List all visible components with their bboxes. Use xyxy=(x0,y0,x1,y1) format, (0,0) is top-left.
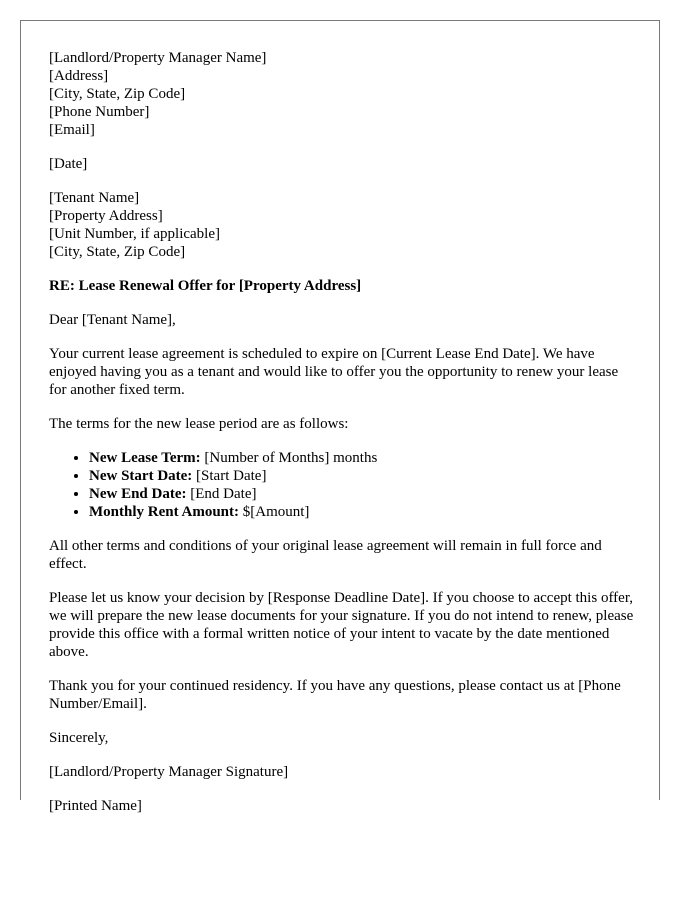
sender-block xyxy=(49,49,639,139)
term-item-lease-term xyxy=(89,449,639,467)
recipient-city-state-zip: [City, State, Zip Code] xyxy=(49,244,186,260)
paragraph-decision: Please let us know your decision by [Response Deadline Date]. If you choose to accept this offer, we will prepare the new lease documents for your signature. If you do not intend to renew, please provide this office with a formal written notice of your intent to vacate by the date mentioned above. xyxy=(49,590,634,660)
letter-date xyxy=(49,155,639,173)
sender-name: [Landlord/Property Manager Name] xyxy=(49,50,267,66)
term-value: [Number of Months] months xyxy=(200,450,378,466)
term-value: $[Amount] xyxy=(239,504,310,520)
closing: Sincerely, xyxy=(49,730,109,746)
paragraph-thanks: Thank you for your continued residency. If you have any questions, please contact us at [Phone Number/Email]. xyxy=(49,678,621,712)
term-item-end-date xyxy=(89,485,639,503)
date-text: [Date] xyxy=(49,156,88,172)
term-label: New End Date: xyxy=(89,486,187,502)
term-value: [Start Date] xyxy=(192,468,267,484)
recipient-name: [Tenant Name] xyxy=(49,190,140,206)
sender-email: [Email] xyxy=(49,122,95,138)
paragraph-terms-intro: The terms for the new lease period are as follows: xyxy=(49,416,349,432)
term-label: Monthly Rent Amount: xyxy=(89,504,240,520)
recipient-block xyxy=(49,189,639,261)
term-item-start-date xyxy=(89,467,639,485)
term-label: New Start Date: xyxy=(89,468,193,484)
salutation: Dear [Tenant Name], xyxy=(49,312,176,328)
sender-city-state-zip: [City, State, Zip Code] xyxy=(49,86,186,102)
recipient-unit: [Unit Number, if applicable] xyxy=(49,226,221,242)
terms-list xyxy=(49,449,639,521)
sender-address: [Address] xyxy=(49,68,109,84)
letter-page xyxy=(20,20,660,814)
printed-name: [Printed Name] xyxy=(49,798,142,814)
paragraph-other-terms: All other terms and conditions of your original lease agreement will remain in full force and effect. xyxy=(49,538,602,572)
term-item-monthly-rent xyxy=(89,503,639,521)
subject-line: RE: Lease Renewal Offer for [Property Address] xyxy=(49,278,362,294)
term-value: [End Date] xyxy=(186,486,257,502)
recipient-property-address: [Property Address] xyxy=(49,208,163,224)
paragraph-intro: Your current lease agreement is scheduled to expire on [Current Lease End Date]. We have enjoyed having you as a tenant and would like to offer you the opportunity to renew your lease for another fixed term. xyxy=(49,346,619,398)
term-label: New Lease Term: xyxy=(89,450,201,466)
letter-content xyxy=(49,49,639,831)
sender-phone: [Phone Number] xyxy=(49,104,150,120)
signature-line: [Landlord/Property Manager Signature] xyxy=(49,764,289,780)
